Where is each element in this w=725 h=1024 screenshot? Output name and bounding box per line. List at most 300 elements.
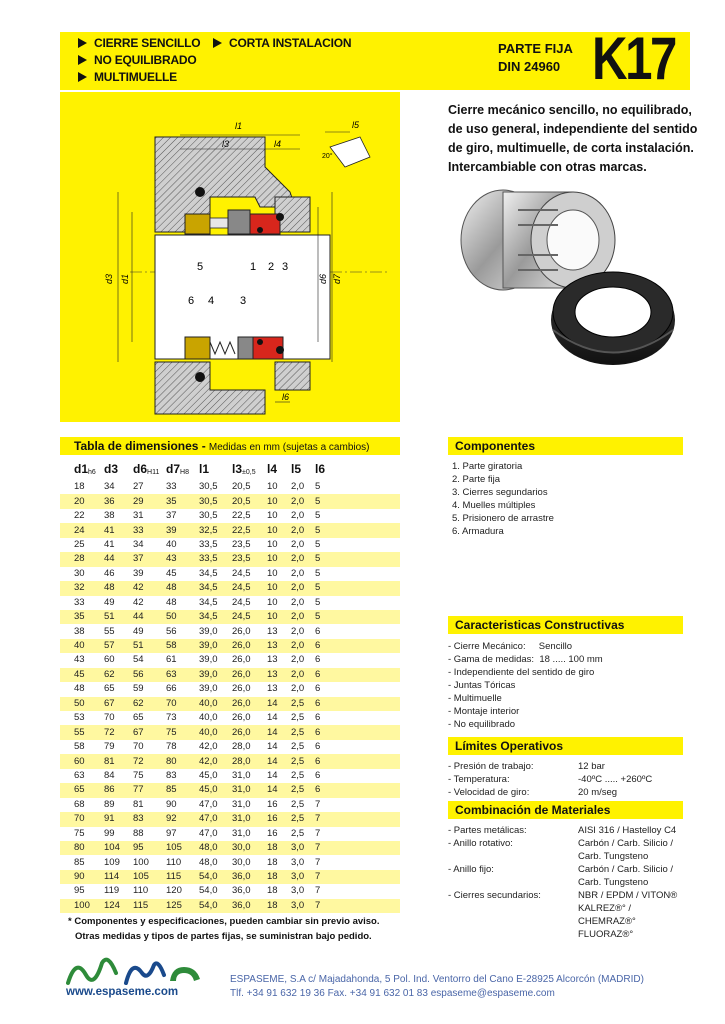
table-cell: 6 (311, 653, 400, 667)
list-item: - Montaje interior (448, 706, 520, 717)
table-cell: 80 (162, 754, 195, 768)
table-cell: 14 (263, 740, 287, 754)
table-cell: 72 (129, 754, 162, 768)
table-cell: 6 (311, 769, 400, 783)
table-cell: 7 (311, 798, 400, 812)
table-cell: 44 (100, 552, 129, 566)
label-d7: d7 (332, 273, 342, 284)
table-cell: 41 (100, 523, 129, 537)
table-cell: 2,0 (287, 682, 311, 696)
dimensions-table (60, 458, 400, 913)
table-cell: 125 (162, 899, 195, 913)
table-cell: 5 (311, 509, 400, 523)
table-header-cell: l1 (199, 462, 210, 476)
table-cell: 36,0 (228, 884, 263, 898)
table-cell: 40 (60, 639, 100, 653)
table-cell: 54,0 (195, 870, 228, 884)
table-cell: 35 (60, 610, 100, 624)
table-cell: 22,5 (228, 523, 263, 537)
table-cell: 53 (60, 711, 100, 725)
table-cell: 83 (162, 769, 195, 783)
table-cell: 68 (60, 798, 100, 812)
table-cell: 67 (100, 697, 129, 711)
table-cell: 30 (60, 567, 100, 581)
table-cell: 13 (263, 653, 287, 667)
table-row (60, 581, 400, 595)
table-cell: 43 (60, 653, 100, 667)
table-row (60, 884, 400, 898)
table-cell: 41 (100, 538, 129, 552)
table-cell: 51 (129, 639, 162, 653)
table-row (60, 798, 400, 812)
label-part-1: 1 (250, 261, 257, 273)
kv-row: - Anillo fijo: Carbón / Carb. Silicio / Carb. Tungsteno (448, 864, 674, 888)
table-cell: 84 (100, 769, 129, 783)
table-cell: 3,0 (287, 855, 311, 869)
table-cell: 6 (311, 783, 400, 797)
table-cell: 2,5 (287, 711, 311, 725)
table-cell: 31,0 (228, 783, 263, 797)
table-cell: 65 (129, 711, 162, 725)
list-item: 5. Prisionero de arrastre (452, 513, 554, 524)
table-cell: 33 (162, 480, 195, 494)
construction-title: Caracteristicas Constructivas (448, 616, 683, 634)
table-cell: 2,5 (287, 725, 311, 739)
table-row (60, 754, 400, 768)
table-header-row (60, 458, 400, 480)
table-cell: 13 (263, 639, 287, 653)
table-cell: 10 (263, 552, 287, 566)
table-row (60, 827, 400, 841)
company-logo (66, 955, 206, 987)
table-cell: 18 (263, 855, 287, 869)
kv-row: - Partes metálicas: AISI 316 / Hastelloy C4 (448, 825, 677, 836)
table-cell: 2,0 (287, 567, 311, 581)
table-cell: 26,0 (228, 653, 263, 667)
kv-row: - Velocidad de giro: 20 m/seg (448, 787, 618, 798)
table-cell: 40,0 (195, 711, 228, 725)
table-cell: 47,0 (195, 798, 228, 812)
table-cell: 13 (263, 682, 287, 696)
label-d6: d6 (318, 273, 328, 284)
table-cell: 20 (60, 494, 100, 508)
part-type: PARTE FIJA DIN 24960 (498, 41, 573, 74)
table-row (60, 711, 400, 725)
table-cell: 10 (263, 509, 287, 523)
table-cell: 28,0 (228, 754, 263, 768)
table-cell: 2,0 (287, 596, 311, 610)
table-cell: 7 (311, 870, 400, 884)
table-cell: 75 (162, 725, 195, 739)
table-cell: 2,5 (287, 798, 311, 812)
table-cell: 73 (162, 711, 195, 725)
table-cell: 3,0 (287, 870, 311, 884)
table-cell: 7 (311, 812, 400, 826)
table-cell: 48 (162, 581, 195, 595)
table-cell: 51 (100, 610, 129, 624)
website-link[interactable]: www.espaseme.com (66, 986, 179, 998)
table-cell: 32 (60, 581, 100, 595)
table-cell: 16 (263, 798, 287, 812)
table-cell: 40,0 (195, 725, 228, 739)
table-cell: 109 (100, 855, 129, 869)
table-cell: 105 (162, 841, 195, 855)
table-row (60, 783, 400, 797)
table-cell: 10 (263, 480, 287, 494)
table-cell: 79 (100, 740, 129, 754)
table-cell: 14 (263, 697, 287, 711)
table-cell: 2,0 (287, 480, 311, 494)
table-cell: 6 (311, 639, 400, 653)
table-cell: 3,0 (287, 899, 311, 913)
table-cell: 30,0 (228, 855, 263, 869)
table-cell: 65 (100, 682, 129, 696)
table-cell: 25 (60, 538, 100, 552)
table-row (60, 567, 400, 581)
table-cell: 26,0 (228, 682, 263, 696)
table-cell: 2,0 (287, 581, 311, 595)
table-cell: 22,5 (228, 509, 263, 523)
table-cell: 85 (60, 855, 100, 869)
table-cell: 16 (263, 812, 287, 826)
table-cell: 2,0 (287, 653, 311, 667)
table-cell: 10 (263, 596, 287, 610)
table-cell: 18 (263, 841, 287, 855)
kv-row: - Presión de trabajo: 12 bar (448, 761, 605, 772)
table-cell: 18 (263, 899, 287, 913)
table-cell: 24,5 (228, 581, 263, 595)
table-cell: 49 (100, 596, 129, 610)
table-cell: 48 (100, 581, 129, 595)
table-row (60, 668, 400, 682)
feature-list-left (78, 35, 200, 86)
table-row (60, 624, 400, 638)
table-cell: 34 (129, 538, 162, 552)
feature-item: MULTIMUELLE (78, 69, 200, 86)
table-cell: 104 (100, 841, 129, 855)
table-cell: 92 (162, 812, 195, 826)
table-cell: 75 (129, 769, 162, 783)
table-cell: 28 (60, 552, 100, 566)
table-cell: 5 (311, 494, 400, 508)
table-row (60, 509, 400, 523)
table-cell: 63 (162, 668, 195, 682)
table-cell: 13 (263, 668, 287, 682)
list-item: 3. Cierres segundarios (452, 487, 548, 498)
table-cell: 5 (311, 567, 400, 581)
table-cell: 16 (263, 827, 287, 841)
table-cell: 37 (129, 552, 162, 566)
table-cell: 14 (263, 754, 287, 768)
table-cell: 33,5 (195, 538, 228, 552)
table-cell: 48,0 (195, 855, 228, 869)
table-header-cell: l5 (291, 462, 302, 476)
table-row (60, 870, 400, 884)
table-cell: 2,0 (287, 668, 311, 682)
table-cell: 31,0 (228, 769, 263, 783)
table-cell: 2,5 (287, 697, 311, 711)
table-cell: 2,0 (287, 509, 311, 523)
table-cell: 45 (162, 567, 195, 581)
table-cell: 2,5 (287, 769, 311, 783)
table-cell: 124 (100, 899, 129, 913)
table-cell: 34,5 (195, 567, 228, 581)
table-row (60, 480, 400, 494)
table-header-cell: d3 (104, 462, 119, 476)
label-part-3b: 3 (240, 295, 247, 307)
table-row (60, 596, 400, 610)
table-cell: 115 (162, 870, 195, 884)
table-cell: 55 (100, 624, 129, 638)
table-cell: 5 (311, 596, 400, 610)
table-cell: 31,0 (228, 812, 263, 826)
table-cell: 39,0 (195, 639, 228, 653)
list-item: - Cierre Mecánico: Sencillo (448, 641, 573, 652)
table-cell: 29 (129, 494, 162, 508)
label-l4: l4 (274, 139, 282, 149)
table-cell: 39,0 (195, 682, 228, 696)
table-cell: 120 (162, 884, 195, 898)
table-cell: 49 (129, 624, 162, 638)
table-cell: 5 (311, 523, 400, 537)
table-cell: 2,0 (287, 624, 311, 638)
table-row (60, 523, 400, 537)
table-cell: 38 (100, 509, 129, 523)
table-cell: 45,0 (195, 769, 228, 783)
label-l6: l6 (282, 392, 290, 402)
table-cell: 31 (129, 509, 162, 523)
limits-title: Límites Operativos (448, 737, 683, 755)
table-cell: 3,0 (287, 884, 311, 898)
table-cell: 100 (129, 855, 162, 869)
table-cell: 54,0 (195, 884, 228, 898)
feature-list-right (213, 35, 351, 52)
table-cell: 61 (162, 653, 195, 667)
list-item: - Multimuelle (448, 693, 502, 704)
table-cell: 14 (263, 725, 287, 739)
table-cell: 7 (311, 841, 400, 855)
model-code: K17 (592, 25, 675, 92)
table-row (60, 740, 400, 754)
table-cell: 70 (129, 740, 162, 754)
table-cell: 81 (100, 754, 129, 768)
table-cell: 10 (263, 538, 287, 552)
table-cell: 85 (162, 783, 195, 797)
table-row (60, 682, 400, 696)
table-cell: 89 (100, 798, 129, 812)
table-cell: 75 (60, 827, 100, 841)
product-description: Cierre mecánico sencillo, no equilibrado, de uso general, independiente del sentido de giro, multimuelle, de corta instalación. Intercambiable con otras marcas. (448, 103, 698, 174)
product-photo (448, 180, 683, 375)
list-item: 4. Muelles múltiples (452, 500, 536, 511)
arrow-right-icon (78, 55, 87, 65)
table-cell: 40 (162, 538, 195, 552)
table-row (60, 725, 400, 739)
table-cell: 14 (263, 783, 287, 797)
table-cell: 20,5 (228, 480, 263, 494)
table-cell: 7 (311, 884, 400, 898)
list-item: - Independiente del sentido de giro (448, 667, 595, 678)
table-cell: 86 (100, 783, 129, 797)
components-list (452, 460, 554, 538)
table-cell: 42,0 (195, 740, 228, 754)
table-cell: 2,0 (287, 494, 311, 508)
list-item: 1. Parte giratoria (452, 461, 523, 472)
table-row (60, 552, 400, 566)
table-cell: 54 (129, 653, 162, 667)
list-item: - No equilibrado (448, 719, 516, 730)
table-cell: 34,5 (195, 581, 228, 595)
table-cell: 14 (263, 769, 287, 783)
table-cell: 66 (162, 682, 195, 696)
table-cell: 20,5 (228, 494, 263, 508)
table-cell: 50 (162, 610, 195, 624)
table-header-cell: $d1_{h6}$ (74, 462, 96, 476)
table-cell: 24,5 (228, 567, 263, 581)
table-row (60, 841, 400, 855)
table-cell: 2,0 (287, 552, 311, 566)
label-d3: d3 (104, 273, 114, 284)
table-cell: 100 (60, 899, 100, 913)
table-cell: 7 (311, 899, 400, 913)
table-cell: 14 (263, 711, 287, 725)
table-cell: 6 (311, 624, 400, 638)
table-cell: 33,5 (195, 552, 228, 566)
table-cell: 42 (129, 596, 162, 610)
table-cell: 2,5 (287, 827, 311, 841)
table-header-cell: $l3_{\pm 0,5}$ (232, 462, 256, 476)
list-item: 2. Parte fija (452, 474, 501, 485)
table-cell: 2,5 (287, 754, 311, 768)
table-cell: 48 (60, 682, 100, 696)
table-cell: 34 (100, 480, 129, 494)
table-cell: 119 (100, 884, 129, 898)
label-angle: 20° (322, 153, 333, 160)
list-item: - Juntas Tóricas (448, 680, 516, 691)
table-row (60, 610, 400, 624)
table-cell: 56 (162, 624, 195, 638)
table-cell: 91 (100, 812, 129, 826)
table-row (60, 855, 400, 869)
table-cell: 30,5 (195, 480, 228, 494)
table-cell: 34,5 (195, 596, 228, 610)
table-cell: 70 (60, 812, 100, 826)
table-cell: 38 (60, 624, 100, 638)
table-row (60, 899, 400, 913)
kv-row: - Cierres secundarios: NBR / EPDM / VITON® KALREZ®° / CHEMRAZ®° FLUORAZ®° (448, 890, 678, 940)
table-cell: 7 (311, 827, 400, 841)
kv-row: - Anillo rotativo: Carbón / Carb. Silicio / Carb. Tungsteno (448, 838, 674, 862)
feature-item: NO EQUILIBRADO (78, 52, 200, 69)
table-cell: 5 (311, 552, 400, 566)
table-cell: 5 (311, 581, 400, 595)
table-cell: 78 (162, 740, 195, 754)
technical-drawing (60, 92, 400, 422)
table-cell: 65 (60, 783, 100, 797)
table-cell: 24,5 (228, 596, 263, 610)
table-cell: 81 (129, 798, 162, 812)
table-cell: 5 (311, 538, 400, 552)
label-part-2: 2 (268, 261, 275, 273)
label-l1: l1 (235, 121, 243, 131)
table-cell: 34,5 (195, 610, 228, 624)
table-cell: 44 (129, 610, 162, 624)
table-cell: 39,0 (195, 668, 228, 682)
arrow-right-icon (78, 38, 87, 48)
company-address: ESPASEME, S.A c/ Majadahonda, 5 Pol. Ind. Ventorro del Cano E-28925 Alcorcón (MADRID) Tlf. +34 91 632 19 36 Fax. +34 91 632 01 83 espaseme@espaseme.com (230, 974, 644, 999)
table-cell: 10 (263, 610, 287, 624)
table-cell: 2,0 (287, 523, 311, 537)
table-cell: 33 (129, 523, 162, 537)
table-cell: 36,0 (228, 899, 263, 913)
table-cell: 83 (129, 812, 162, 826)
table-cell: 55 (60, 725, 100, 739)
table-cell: 2,0 (287, 610, 311, 624)
table-cell: 28,0 (228, 740, 263, 754)
materials-list (448, 824, 688, 941)
table-cell: 36 (100, 494, 129, 508)
label-part-3: 3 (282, 261, 289, 273)
label-part-6: 6 (188, 295, 195, 307)
table-cell: 45 (60, 668, 100, 682)
table-cell: 26,0 (228, 725, 263, 739)
table-row (60, 494, 400, 508)
table-cell: 59 (129, 682, 162, 696)
table-cell: 6 (311, 754, 400, 768)
label-l3: l3 (222, 139, 230, 149)
table-cell: 26,0 (228, 697, 263, 711)
table-cell: 6 (311, 725, 400, 739)
table-cell: 2,0 (287, 639, 311, 653)
table-title-bar: Tabla de dimensiones - Medidas en mm (sujetas a cambios) (60, 437, 400, 455)
table-cell: 3,0 (287, 841, 311, 855)
table-cell: 72 (100, 725, 129, 739)
table-cell: 6 (311, 668, 400, 682)
table-cell: 63 (60, 769, 100, 783)
label-part-4: 4 (208, 295, 215, 307)
table-row (60, 653, 400, 667)
table-cell: 23,5 (228, 538, 263, 552)
feature-item: CIERRE SENCILLO (78, 35, 200, 52)
table-cell: 6 (311, 682, 400, 696)
table-cell: 47,0 (195, 812, 228, 826)
table-cell: 2,5 (287, 740, 311, 754)
label-l5: l5 (352, 120, 360, 130)
table-cell: 42 (129, 581, 162, 595)
table-cell: 62 (129, 697, 162, 711)
table-cell: 67 (129, 725, 162, 739)
table-header-cell: l6 (315, 462, 326, 476)
table-cell: 57 (100, 639, 129, 653)
table-cell: 6 (311, 740, 400, 754)
table-cell: 31,0 (228, 798, 263, 812)
table-cell: 7 (311, 855, 400, 869)
table-cell: 39 (162, 523, 195, 537)
list-item: - Gama de medidas: 18 ..... 100 mm (448, 654, 603, 665)
list-item: 6. Armadura (452, 526, 504, 537)
table-cell: 95 (60, 884, 100, 898)
table-cell: 32,5 (195, 523, 228, 537)
table-cell: 26,0 (228, 624, 263, 638)
table-cell: 48,0 (195, 841, 228, 855)
table-row (60, 697, 400, 711)
table-cell: 99 (100, 827, 129, 841)
table-cell: 5 (311, 610, 400, 624)
table-cell: 24,5 (228, 610, 263, 624)
table-cell: 30,0 (228, 841, 263, 855)
table-cell: 114 (100, 870, 129, 884)
construction-list (448, 640, 603, 731)
